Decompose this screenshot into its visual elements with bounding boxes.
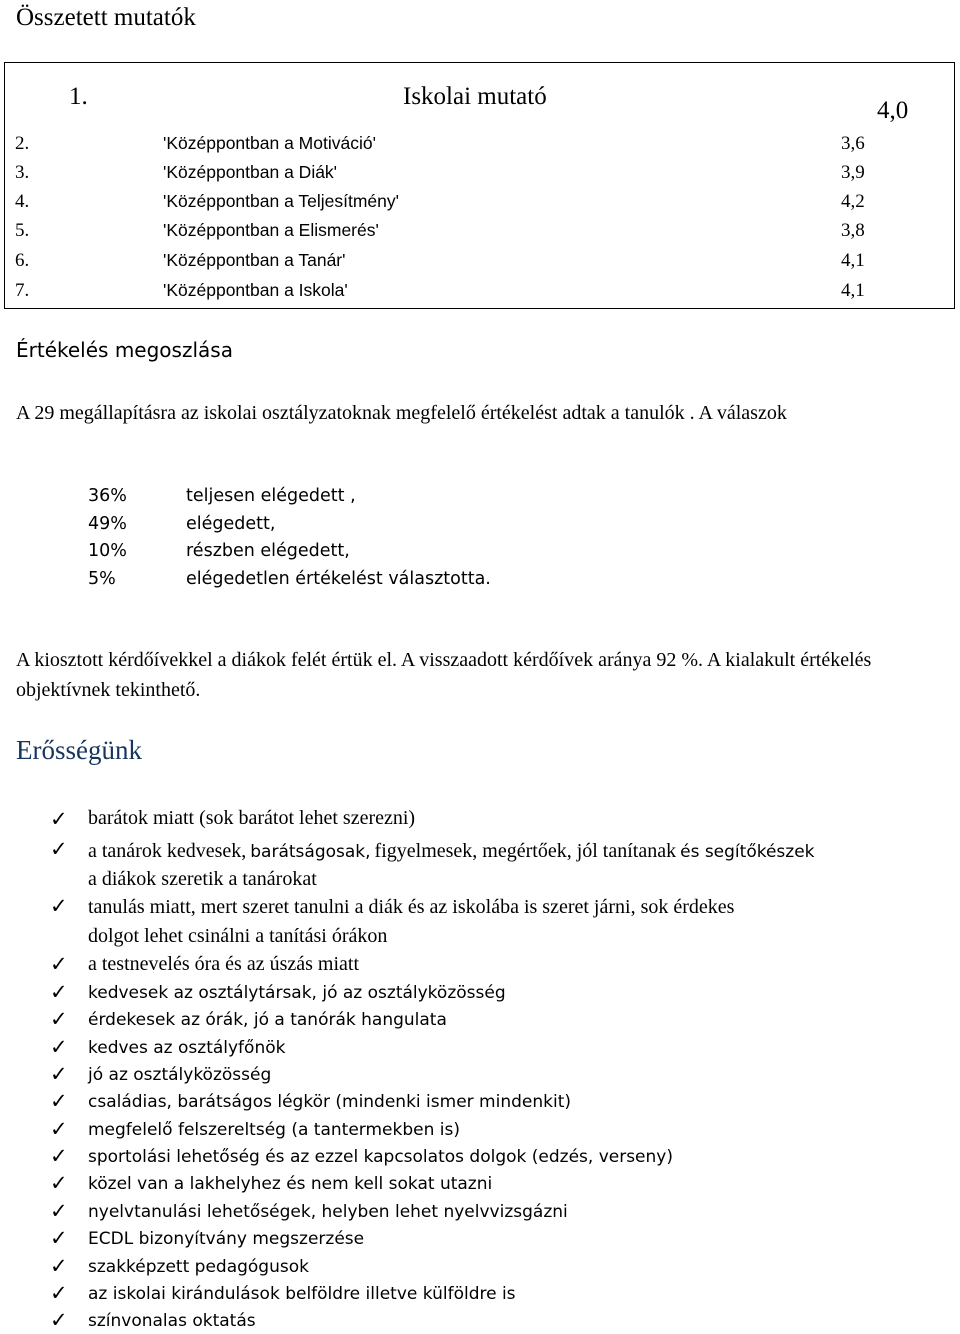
checkmark-icon: ✓ xyxy=(50,1007,68,1031)
strength-item: színvonalas oktatás xyxy=(88,1311,256,1331)
checkmark-icon: ✓ xyxy=(50,807,68,831)
strength-item: az iskolai kirándulások belföldre illetve külföldre is xyxy=(88,1284,516,1304)
checkmark-icon: ✓ xyxy=(50,1281,68,1305)
distribution-label: részben elégedett, xyxy=(186,541,350,561)
strength-item-continuation: dolgot lehet csinálni a tanítási órákon xyxy=(88,925,388,947)
indicator-value: 3,6 xyxy=(841,133,865,154)
indicator-number: 2. xyxy=(15,133,30,154)
strength-item: érdekesek az órák, jó a tanórák hangulata xyxy=(88,1010,447,1030)
checkmark-icon: ✓ xyxy=(50,1254,68,1278)
strength-item: tanulás miatt, mert szeret tanulni a diák és az iskolába is szeret járni, sok érdekes xyxy=(88,896,735,918)
checkmark-icon: ✓ xyxy=(50,1308,68,1332)
checkmark-icon: ✓ xyxy=(50,1089,68,1113)
indicator-value: 3,8 xyxy=(841,220,865,241)
checkmark-icon: ✓ xyxy=(50,1144,68,1168)
strength-item-part: és segítőkészek xyxy=(680,842,815,862)
strength-item xyxy=(88,840,815,863)
strength-item: szakképzett pedagógusok xyxy=(88,1257,309,1277)
survey-paragraph: A kiosztott kérdőívekkel a diákok felét értük el. A visszaadott kérdőívek aránya 92 %. A kialakult értékelés objektívnek tekinthető. xyxy=(16,649,872,701)
checkmark-icon: ✓ xyxy=(50,980,68,1004)
strength-item: a testnevelés óra és az úszás miatt xyxy=(88,953,359,975)
indicator-number: 4. xyxy=(15,191,30,212)
indicator-label: 'Középpontban a Motiváció' xyxy=(163,133,376,153)
intro-paragraph: A 29 megállapításra az iskolai osztályzatoknak megfelelő értékelést adtak a tanulók . A válaszok xyxy=(16,402,787,424)
distribution-percent: 36% xyxy=(88,486,127,506)
strengths-heading: Erősségünk xyxy=(16,735,142,765)
indicator-label: 'Középpontban a Teljesítmény' xyxy=(163,191,399,211)
strength-item: ECDL bizonyítvány megszerzése xyxy=(88,1229,365,1249)
indicator-value: 4,1 xyxy=(841,280,865,301)
indicator-value: 4,2 xyxy=(841,191,865,212)
distribution-percent: 49% xyxy=(88,514,127,534)
strength-item: kedvesek az osztálytársak, jó az osztályközösség xyxy=(88,983,506,1003)
main-indicator-value: 4,0 xyxy=(877,97,909,124)
checkmark-icon: ✓ xyxy=(50,1171,68,1195)
main-indicator-number: 1. xyxy=(69,83,88,110)
indicator-label: 'Középpontban a Tanár' xyxy=(163,250,346,270)
checkmark-icon: ✓ xyxy=(50,1199,68,1223)
indicator-value: 4,1 xyxy=(841,250,865,271)
indicator-number: 6. xyxy=(15,250,30,271)
page-title: Összetett mutatók xyxy=(16,4,196,31)
indicator-label: 'Középpontban a Elismerés' xyxy=(163,220,379,240)
indicator-value: 3,9 xyxy=(841,162,865,183)
strength-item: közel van a lakhelyhez és nem kell sokat utazni xyxy=(88,1174,493,1194)
distribution-percent: 5% xyxy=(88,569,116,589)
strength-item: sportolási lehetőség és az ezzel kapcsolatos dolgok (edzés, verseny) xyxy=(88,1147,673,1167)
checkmark-icon: ✓ xyxy=(50,894,68,918)
indicator-label: 'Középpontban a Diák' xyxy=(163,162,338,182)
strength-item: családias, barátságos légkör (mindenki ismer mindenkit) xyxy=(88,1092,571,1112)
strength-item: nyelvtanulási lehetőségek, helyben lehet nyelvvizsgázni xyxy=(88,1202,568,1222)
indicator-label: 'Középpontban a Iskola' xyxy=(163,280,348,300)
checkmark-icon: ✓ xyxy=(50,837,68,861)
indicator-number: 7. xyxy=(15,280,30,301)
strength-item: kedves az osztályfőnök xyxy=(88,1038,286,1058)
distribution-label: elégedetlen értékelést választotta. xyxy=(186,569,491,589)
strength-item-part: a tanárok kedvesek, xyxy=(88,840,247,862)
distribution-label: elégedett, xyxy=(186,514,276,534)
checkmark-icon: ✓ xyxy=(50,1226,68,1250)
indicator-number: 5. xyxy=(15,220,30,241)
strength-item-part: barátságosak, xyxy=(250,842,371,862)
checkmark-icon: ✓ xyxy=(50,1035,68,1059)
strength-item: barátok miatt (sok barátot lehet szerezni) xyxy=(88,807,416,829)
strength-item-continuation: a diákok szeretik a tanárokat xyxy=(88,868,317,890)
strength-item-part: figyelmesek, megértőek, jól tanítanak xyxy=(374,840,677,862)
distribution-heading: Értékelés megoszlása xyxy=(16,338,233,362)
checkmark-icon: ✓ xyxy=(50,1117,68,1141)
distribution-percent: 10% xyxy=(88,541,127,561)
checkmark-icon: ✓ xyxy=(50,952,68,976)
strength-item: jó az osztályközösség xyxy=(88,1065,272,1085)
main-indicator-label: Iskolai mutató xyxy=(403,83,547,110)
indicator-number: 3. xyxy=(15,162,30,183)
checkmark-icon: ✓ xyxy=(50,1062,68,1086)
distribution-label: teljesen elégedett , xyxy=(186,486,356,506)
strength-item: megfelelő felszereltség (a tantermekben is) xyxy=(88,1120,460,1140)
indicator-table xyxy=(4,62,955,309)
